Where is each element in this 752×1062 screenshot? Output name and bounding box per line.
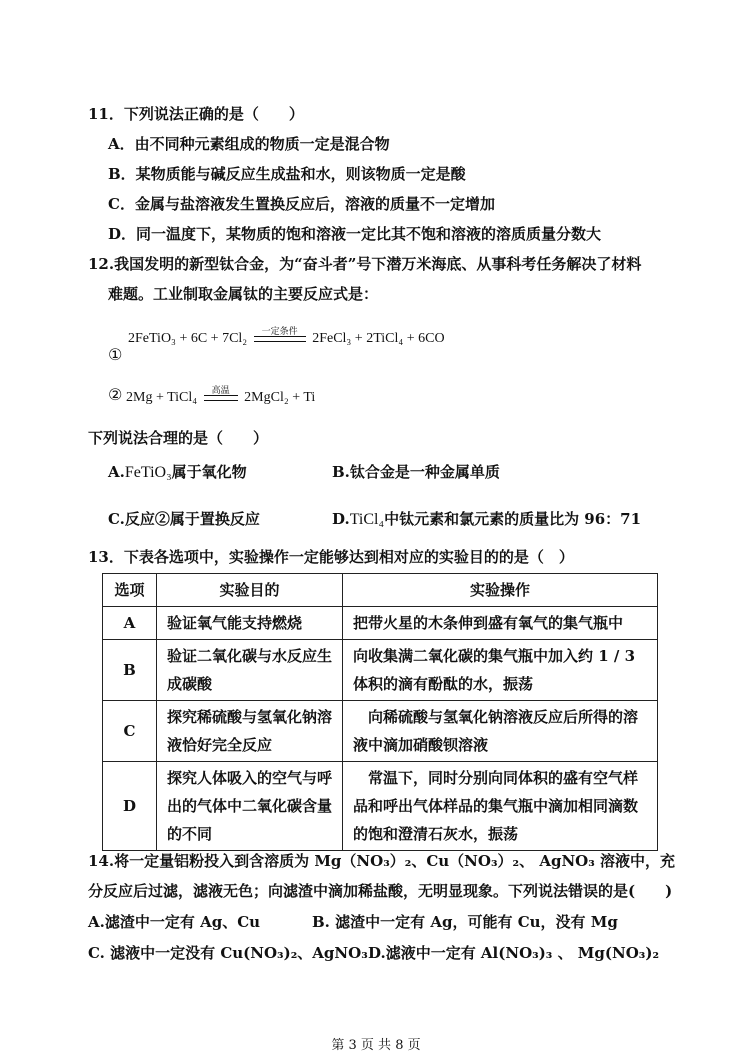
- row-key: A: [103, 607, 157, 640]
- row-key: C: [103, 701, 157, 762]
- q12-option-b: B.钛合金是一种金属单质: [332, 463, 500, 481]
- equation-1-condition: 一定条件: [261, 326, 298, 337]
- equation-2: [126, 385, 316, 407]
- q14-stem-line2: 分反应后过滤，滤液无色；向滤渣中滴加稀盐酸，无明显现象。下列说法错误的是( ): [88, 882, 673, 900]
- page-number: 第 3 页 共 8 页: [331, 1038, 421, 1053]
- q14-stem-line1: 14.将一定量铝粉投入到含溶质为 Mg（NO₃）₂、Cu（NO₃）₂、 AgNO₃ 溶液中，充: [88, 852, 676, 870]
- q12-prompt: 下列说法合理的是（ ）: [88, 429, 269, 447]
- equation-2-left: 2Mg + TiCl₄: [126, 390, 198, 405]
- row-goal: 探究人体吸入的空气与呼出的气体中二氧化碳含量的不同: [157, 762, 343, 851]
- table-row: [103, 701, 658, 762]
- equation-1-right: 2FeCl₃ + 2TiCl₄ + 6CO: [312, 331, 445, 346]
- equation-2-arrow: [204, 385, 238, 401]
- equation-2-condition: 高温: [211, 385, 230, 396]
- q12-option-a: A.FeTiO₃属于氧化物: [108, 463, 247, 481]
- q14-option-a: A.滤渣中一定有 Ag、Cu: [88, 913, 261, 931]
- table-row: [103, 607, 658, 640]
- row-goal: 验证二氧化碳与水反应生成碳酸: [157, 640, 343, 701]
- table-header-row: [103, 574, 658, 607]
- q12-option-d: D.TiCl₄中钛元素和氯元素的质量比为 96：71: [332, 510, 642, 528]
- equation-1-arrow: [254, 326, 306, 342]
- equation-2-marker: ②: [108, 385, 123, 404]
- row-operation: 常温下，同时分别向同体积的盛有空气样品和呼出气体样品的集气瓶中滴加相同滴数的饱和澄清石灰水，振荡: [343, 762, 658, 851]
- row-operation: 向稀硫酸与氢氧化钠溶液反应后所得的溶液中滴加硝酸钡溶液: [343, 701, 658, 762]
- q11-option-a: A．由不同种元素组成的物质一定是混合物: [108, 135, 390, 153]
- header-goal: 实验目的: [157, 574, 343, 607]
- q12-option-c: C.反应②属于置换反应: [108, 510, 260, 528]
- q14-option-c: C. 滤液中一定没有 Cu(NO₃)₂、AgNO₃: [88, 944, 368, 962]
- row-key: D: [103, 762, 157, 851]
- equation-1-marker: ①: [108, 345, 123, 364]
- q12-stem-line1: 12.我国发明的新型钛合金，为“奋斗者”号下潜万米海底、从事科考任务解决了材料: [88, 255, 642, 273]
- q12-option-d-formula: TiCl₄: [349, 511, 385, 528]
- q12-stem-line2: 难题。工业制取金属钛的主要反应式是：: [108, 285, 379, 303]
- row-goal: 验证氧气能支持燃烧: [157, 607, 343, 640]
- q11-option-c: C．金属与盐溶液发生置换反应后，溶液的质量不一定增加: [108, 195, 495, 213]
- row-key: B: [103, 640, 157, 701]
- q12-option-a-formula: FeTiO₃: [124, 464, 172, 481]
- q14-option-b: B. 滤渣中一定有 Ag，可能有 Cu，没有 Mg: [312, 913, 618, 931]
- table-row: [103, 762, 658, 851]
- equation-1-left: 2FeTiO₃ + 6C + 7Cl₂: [128, 331, 248, 346]
- equation-1: [128, 326, 445, 348]
- q13-stem: 13．下表各选项中，实验操作一定能够达到相对应的实验目的的是（ ）: [88, 548, 574, 566]
- equation-2-right: 2MgCl₂ + Ti: [244, 390, 316, 405]
- experiment-table: [102, 573, 658, 851]
- row-operation: 把带火星的木条伸到盛有氧气的集气瓶中: [343, 607, 658, 640]
- table-row: [103, 640, 658, 701]
- q11-stem: 11．下列说法正确的是（ ）: [88, 105, 304, 123]
- header-operation: 实验操作: [343, 574, 658, 607]
- q11-option-d: D．同一温度下，某物质的饱和溶液一定比其不饱和溶液的溶质质量分数大: [108, 225, 602, 243]
- header-option: 选项: [103, 574, 157, 607]
- row-goal: 探究稀硫酸与氢氧化钠溶液恰好完全反应: [157, 701, 343, 762]
- row-operation: 向收集满二氧化碳的集气瓶中加入约 1 / 3 体积的滴有酚酞的水，振荡: [343, 640, 658, 701]
- q14-option-d: D.滤液中一定有 Al(NO₃)₃ 、 Mg(NO₃)₂: [368, 944, 660, 962]
- q11-option-b: B．某物质能与碱反应生成盐和水，则该物质一定是酸: [108, 165, 466, 183]
